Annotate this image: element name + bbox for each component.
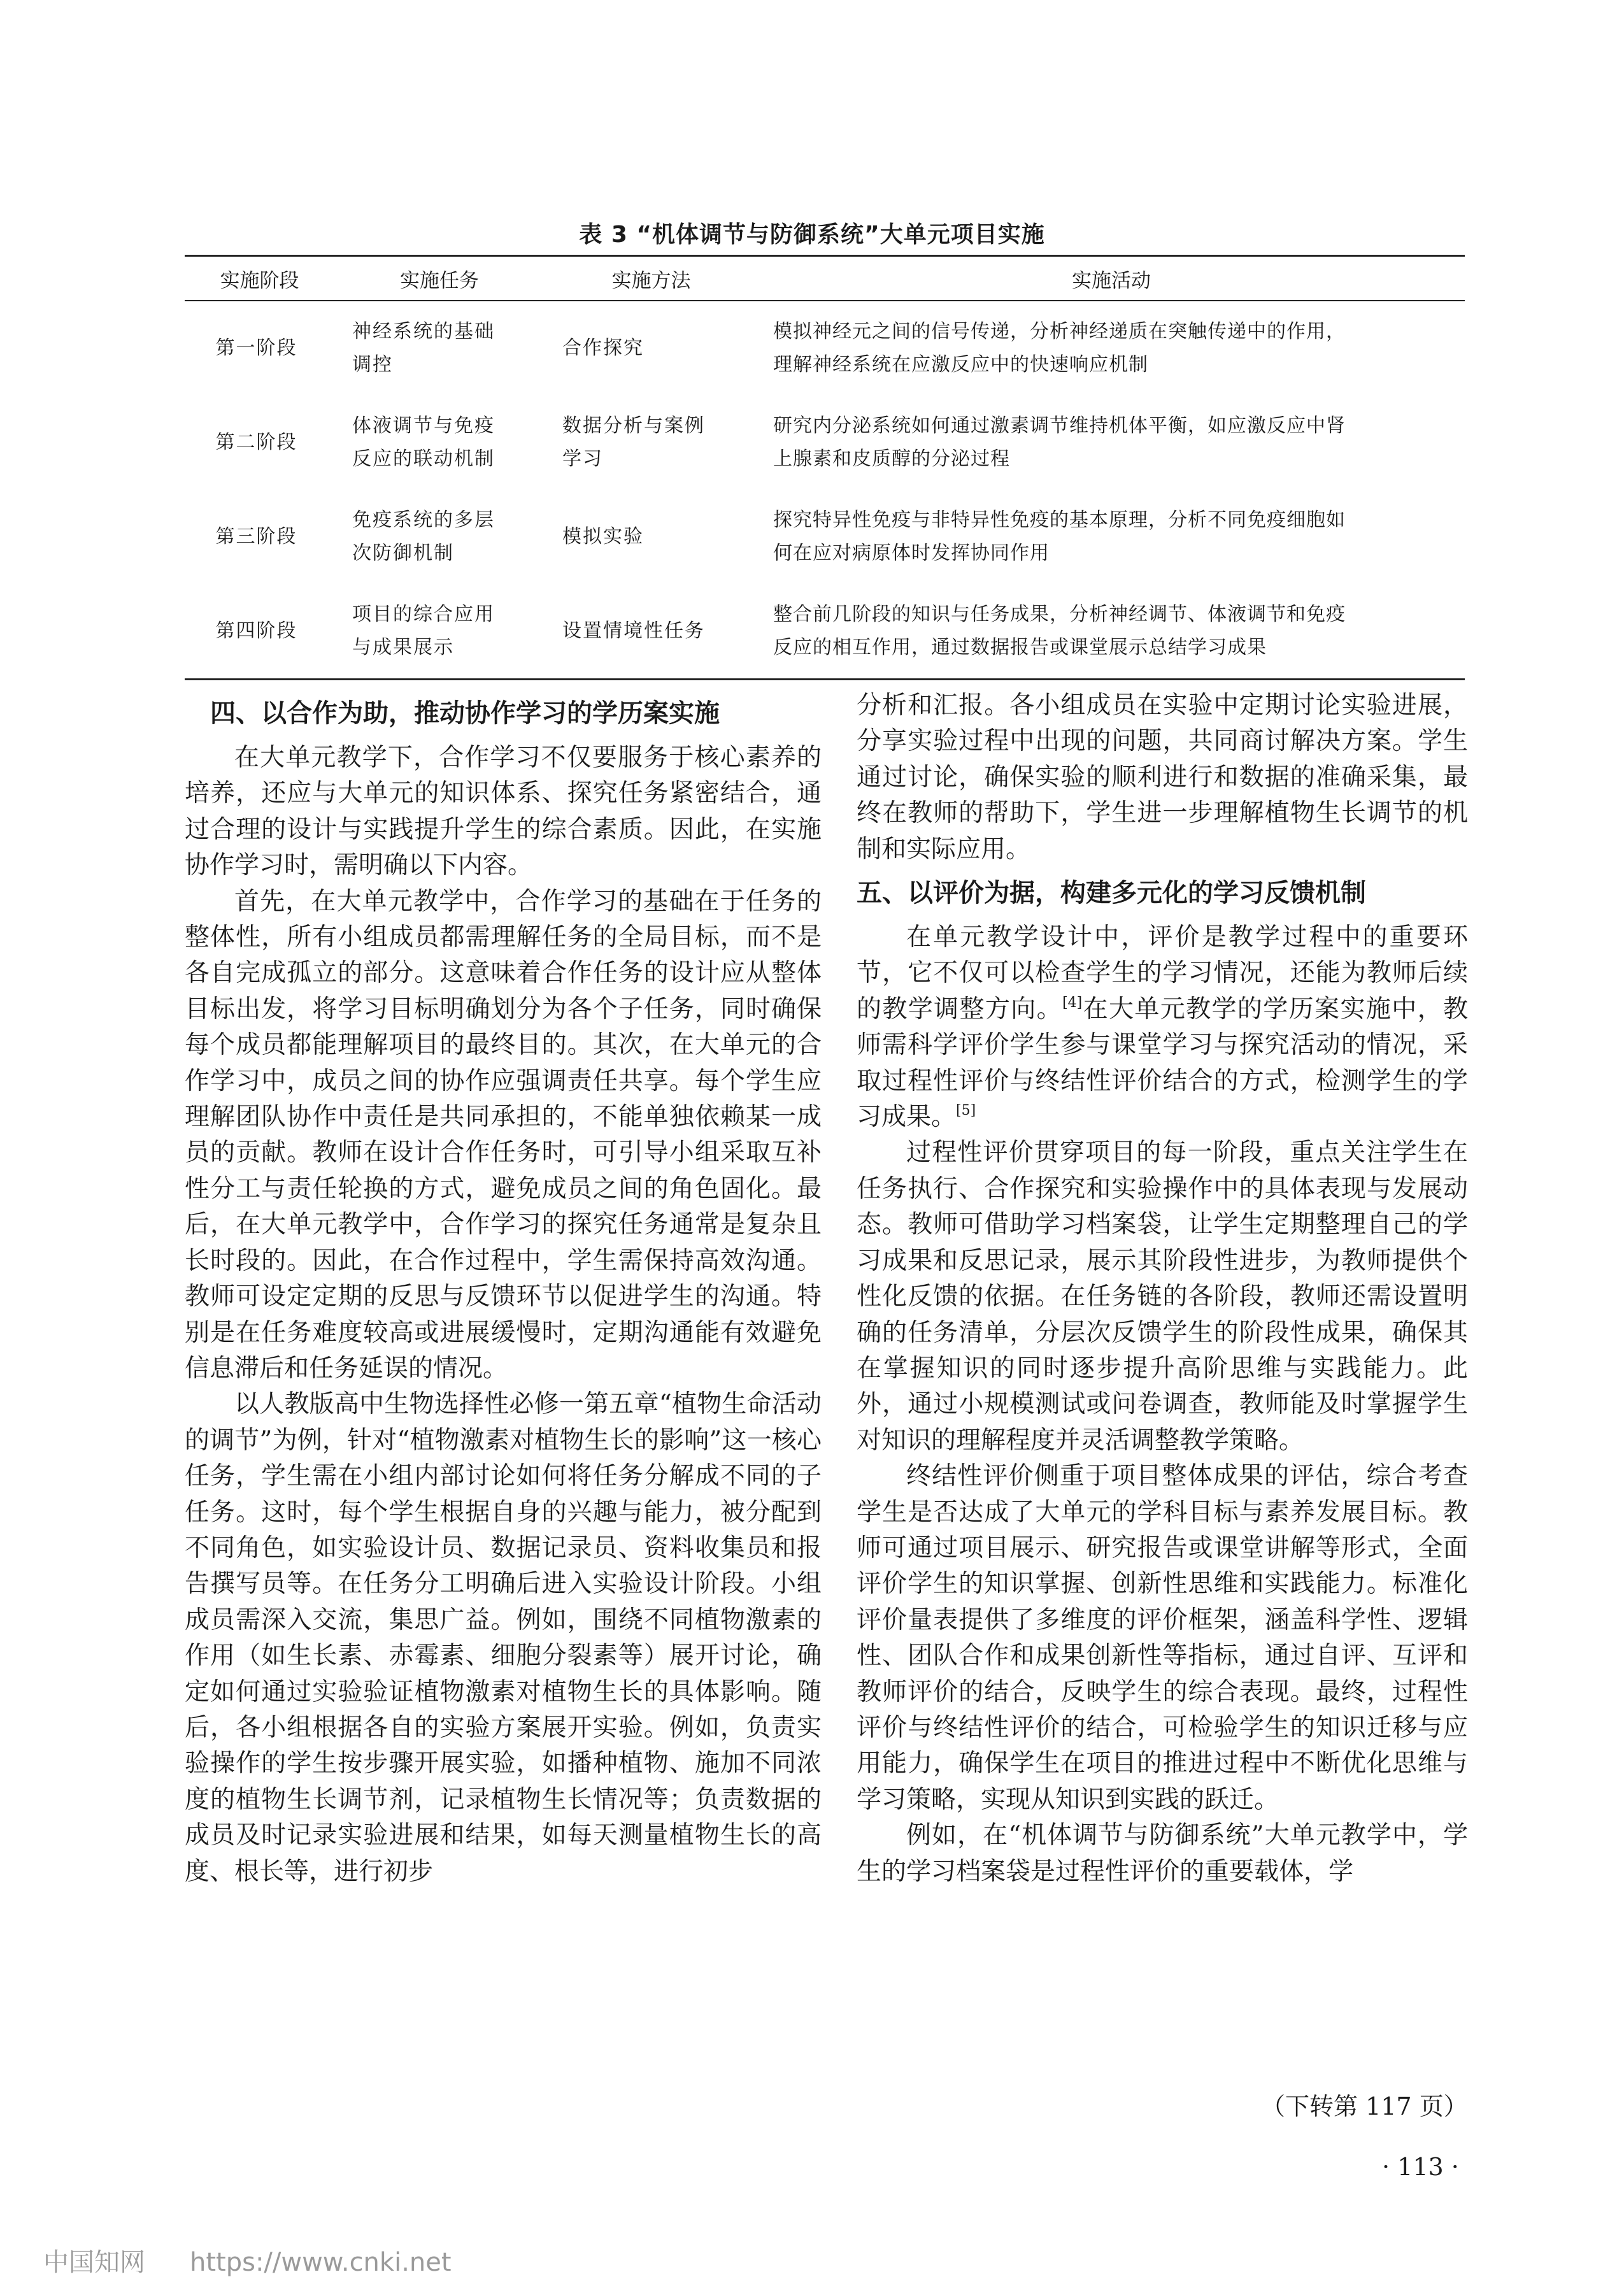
- left-column: [185, 688, 822, 1890]
- table-header-row: [185, 256, 1465, 301]
- header-method: 实施方法: [545, 256, 758, 301]
- paragraph: 终结性评价侧重于项目整体成果的评估，综合考查学生是否达成了大单元的学科目标与素养发展目标。教师可通过项目展示、研究报告或课堂讲解等形式，全面评价学生的知识掌握、创新性思维和实践能力。标准化评价量表提供了多维度的评价框架，涵盖科学性、逻辑性、团队合作和成果创新性等指标，通过自评、互评和教师评价的结合，反映学生的综合表现。最终，过程性评价与终结性评价的结合，可检验学生的知识迁移与应用能力，确保学生在项目的推进过程中不断优化思维与学习策略，实现从知识到实践的跃迁。: [857, 1462, 1468, 1814]
- implementation-table: [185, 255, 1465, 680]
- table-row: [185, 301, 1465, 396]
- paragraph: 在大单元教学下，合作学习不仅要服务于核心素养的培养，还应与大单元的知识体系、探究任务紧密结合，通过合理的设计与实践提升学生的综合素质。因此，在实施协作学习时，需明确以下内容。: [185, 743, 822, 880]
- task-cell: 项目的综合应用 与成果展示: [334, 584, 545, 680]
- method-cell: 模拟实验: [562, 525, 644, 548]
- task-cell: 神经系统的基础 调控: [352, 320, 495, 376]
- page-number: · 113 ·: [1382, 2153, 1459, 2181]
- table-row: [185, 490, 1465, 584]
- section-heading-4: 四、以合作为助，推动协作学习的学历案实施: [210, 699, 720, 728]
- table-row: [185, 584, 1465, 680]
- activity-cell: 研究内分泌系统如何通过激素调节维持机体平衡，如应激反应中肾 上腺素和皮质醇的分泌过程: [773, 415, 1346, 470]
- table-caption: 表 3 “机体调节与防御系统”大单元项目实施: [579, 222, 1045, 248]
- section-heading-5: 五、以评价为据，构建多元化的学习反馈机制: [857, 878, 1366, 908]
- table-row: [185, 396, 1465, 490]
- method-cell: 设置情境性任务: [545, 584, 758, 680]
- citation-5: [5]: [956, 1103, 976, 1119]
- paragraph: 例如，在“机体调节与防御系统”大单元教学中，学生的学习档案袋是过程性评价的重要载体，学: [857, 1821, 1468, 1886]
- paragraph: 首先，在大单元教学中，合作学习的基础在于任务的整体性，所有小组成员都需理解任务的全局目标，而不是各自完成孤立的部分。这意味着合作任务的设计应从整体目标出发，将学习目标明确划分为各个子任务，同时确保每个成员都能理解项目的最终目的。其次，在大单元的合作学习中，成员之间的协作应强调责任共享。每个学生应理解团队协作中责任是共同承担的，不能单独依赖某一成员的贡献。教师在设计合作任务时，可引导小组采取互补性分工与责任轮换的方式，避免成员之间的角色固化。最后，在大单元教学中，合作学习的探究任务通常是复杂且长时段的。因此，在合作过程中，学生需保持高效沟通。教师可设定定期的反思与反馈环节以促进学生的沟通。特别是在任务难度较高或进展缓慢时，定期沟通能有效避免信息滞后和任务延误的情况。: [185, 887, 822, 1383]
- task-cell: 免疫系统的多层 次防御机制: [352, 509, 495, 564]
- paragraph: 过程性评价贯穿项目的每一阶段，重点关注学生在任务执行、合作探究和实验操作中的具体表现与发展动态。教师可借助学习档案袋，让学生定期整理自己的学习成果和反思记录，展示其阶段性进步，为教师提供个性化反馈的依据。在任务链的各阶段，教师还需设置明确的任务清单，分层次反馈学生的阶段性成果，确保其在掌握知识的同时逐步提升高阶思维与实践能力。此外，通过小规模测试或问卷调查，教师能及时掌握学生对知识的理解程度并灵活调整教学策略。: [857, 1138, 1468, 1455]
- stage-cell: 第四阶段: [185, 584, 334, 680]
- paragraph: 以人教版高中生物选择性必修一第五章“植物生命活动的调节”为例，针对“植物激素对植物生长的影响”这一核心任务，学生需在小组内部讨论如何将任务分解成不同的子任务。这时，每个学生根据自身的兴趣与能力，被分配到不同角色，如实验设计员、数据记录员、资料收集员和报告撰写员等。在任务分工明确后进入实验设计阶段。小组成员需深入交流，集思广益。例如，围绕不同植物激素的作用（如生长素、赤霉素、细胞分裂素等）展开讨论，确定如何通过实验验证植物激素对植物生长的具体影响。随后，各小组根据各自的实验方案展开实验。例如，负责实验操作的学生按步骤开展实验，如播种植物、施加不同浓度的植物生长调节剂，记录植物生长情况等；负责数据的成员及时记录实验进展和结果，如每天测量植物生长的高度、根长等，进行初步: [185, 1390, 822, 1886]
- stage-cell: 第一阶段: [215, 337, 297, 359]
- paragraph-continuation: 分析和汇报。各小组成员在实验中定期讨论实验进展，分享实验过程中出现的问题，共同商讨解决方案。学生通过讨论，确保实验的顺利进行和数据的准确采集，最终在教师的帮助下，学生进一步理解植物生长调节的机制和实际应用。: [857, 691, 1468, 864]
- watermark-url: https://www.cnki.net: [190, 2248, 452, 2277]
- citation-4: [4]: [1062, 994, 1083, 1011]
- paragraph: 在单元教学设计中，评价是教学过程中的重要环节，它不仅可以检查学生的学习情况，还能为教师后续的教学调整方向。[4]在大单元教学的学历案实施中，教师需科学评价学生参与课堂学习与探究活动的情况，采取过程性评价与终结性评价结合的方式，检测学生的学习成果。[5]: [857, 923, 1468, 1132]
- activity-cell: 整合前几阶段的知识与任务成果，分析神经调节、体液调节和免疫 反应的相互作用，通过数据报告或课堂展示总结学习成果: [758, 584, 1465, 680]
- activity-cell: 探究特异性免疫与非特异性免疫的基本原理，分析不同免疫细胞如 何在应对病原体时发挥协同作用: [773, 509, 1346, 564]
- watermark-brand: 中国知网: [43, 2248, 145, 2277]
- continued-on-note: （下转第 117 页）: [1261, 2092, 1468, 2120]
- right-column: [857, 688, 1468, 1890]
- header-activity: 实施活动: [758, 256, 1465, 301]
- task-cell: 体液调节与免疫 反应的联动机制: [352, 415, 495, 470]
- method-cell: 合作探究: [562, 337, 644, 359]
- header-task: 实施任务: [334, 256, 545, 301]
- stage-cell: 第三阶段: [215, 525, 297, 548]
- activity-cell: 模拟神经元之间的信号传递，分析神经递质在突触传递中的作用， 理解神经系统在应激反应中的快速响应机制: [773, 320, 1346, 376]
- stage-cell: 第二阶段: [215, 431, 297, 454]
- method-cell: 数据分析与案例 学习: [562, 415, 705, 470]
- header-stage: 实施阶段: [185, 256, 334, 301]
- cnki-watermark: [43, 2242, 452, 2278]
